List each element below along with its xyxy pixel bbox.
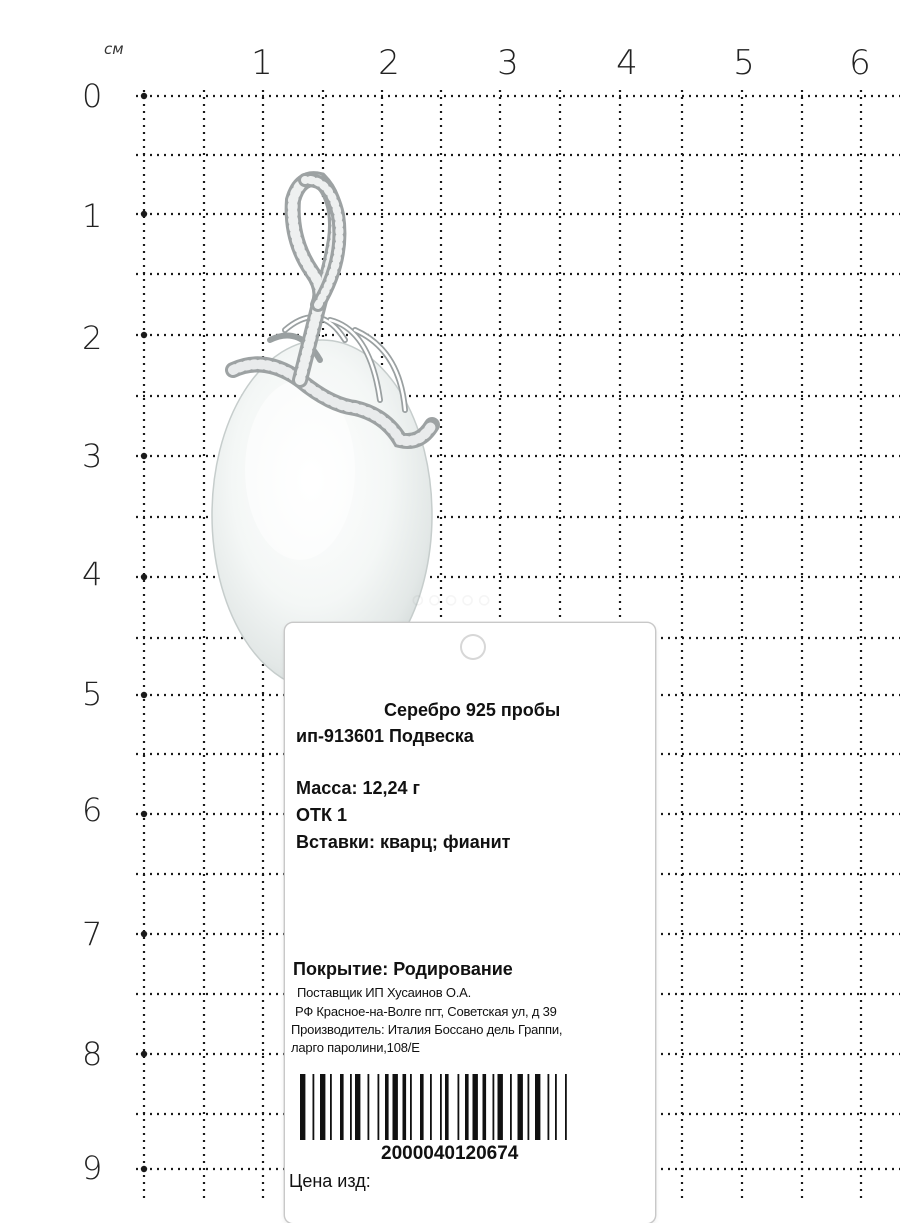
barcode-bar xyxy=(555,1074,557,1140)
barcode xyxy=(300,1074,605,1142)
x-axis-label: 4 xyxy=(616,43,638,83)
barcode-bar xyxy=(510,1074,512,1140)
y-axis-label: 2 xyxy=(82,319,103,357)
barcode-bar xyxy=(340,1074,344,1140)
barcode-bar xyxy=(368,1074,370,1140)
x-axis-label: 6 xyxy=(849,43,871,83)
barcode-bar xyxy=(313,1074,315,1140)
barcode-bar xyxy=(320,1074,325,1140)
y-axis-label: 6 xyxy=(82,791,103,829)
tag-supplier: Поставщик ИП Хусаинов О.А. xyxy=(297,985,472,1000)
barcode-bar xyxy=(483,1074,487,1140)
y-axis-label: 9 xyxy=(82,1149,103,1187)
y-axis-label: 7 xyxy=(82,915,103,953)
barcode-bar xyxy=(410,1074,412,1140)
tag-mass: Масса: 12,24 г xyxy=(296,778,421,798)
y-axis-label: 4 xyxy=(82,555,103,593)
barcode-bar xyxy=(300,1074,305,1140)
barcode-bar xyxy=(440,1074,442,1140)
barcode-bar xyxy=(355,1074,360,1140)
x-axis-label: 3 xyxy=(497,43,519,83)
barcode-bar xyxy=(473,1074,478,1140)
barcode-bar xyxy=(493,1074,495,1140)
barcode-bar xyxy=(458,1074,460,1140)
barcode-bar xyxy=(420,1074,424,1140)
barcode-bar xyxy=(518,1074,523,1140)
barcode-bar xyxy=(385,1074,389,1140)
barcode-bar xyxy=(430,1074,432,1140)
barcode-bar xyxy=(378,1074,380,1140)
barcode-bar xyxy=(528,1074,530,1140)
tag-price: Цена изд: xyxy=(289,1171,371,1191)
barcode-bar xyxy=(498,1074,503,1140)
x-axis-label: 1 xyxy=(251,43,273,83)
barcode-bar xyxy=(465,1074,469,1140)
barcode-bar xyxy=(535,1074,540,1140)
y-axis-label: 8 xyxy=(82,1035,103,1073)
y-axis-label: 0 xyxy=(82,77,103,115)
barcode-bar xyxy=(393,1074,398,1140)
barcode-bar xyxy=(565,1074,567,1140)
tag-otk: ОТК 1 xyxy=(296,805,347,825)
barcode-bar xyxy=(445,1074,449,1140)
barcode-bar xyxy=(350,1074,352,1140)
tag-metal-line: Серебро 925 пробы xyxy=(384,700,561,720)
tag-hole xyxy=(460,634,486,660)
tag-manufacturer-address: ларго паролини,108/Е xyxy=(291,1040,420,1055)
y-axis-label: 5 xyxy=(82,675,103,713)
barcode-bar xyxy=(548,1074,550,1140)
x-axis-label: 2 xyxy=(378,43,400,83)
tag-manufacturer: Производитель: Италия Боссано дель Граппи, xyxy=(291,1022,563,1037)
watermark xyxy=(410,575,493,625)
tag-inserts: Вставки: кварц; фианит xyxy=(296,832,511,852)
barcode-number: 2000040120674 xyxy=(381,1143,519,1164)
unit-label: см xyxy=(104,40,124,58)
tag-supplier-address: РФ Красное-на-Волге пгт, Советская ул, д 39 xyxy=(295,1004,557,1019)
y-axis-label: 1 xyxy=(82,197,103,235)
barcode-bar xyxy=(403,1074,407,1140)
tag-article-line: ип-913601 Подвеска xyxy=(296,726,474,746)
tag-coating: Покрытие: Родирование xyxy=(293,959,513,979)
x-axis-label: 5 xyxy=(733,43,755,83)
barcode-bar xyxy=(330,1074,332,1140)
y-axis-label: 3 xyxy=(82,437,103,475)
